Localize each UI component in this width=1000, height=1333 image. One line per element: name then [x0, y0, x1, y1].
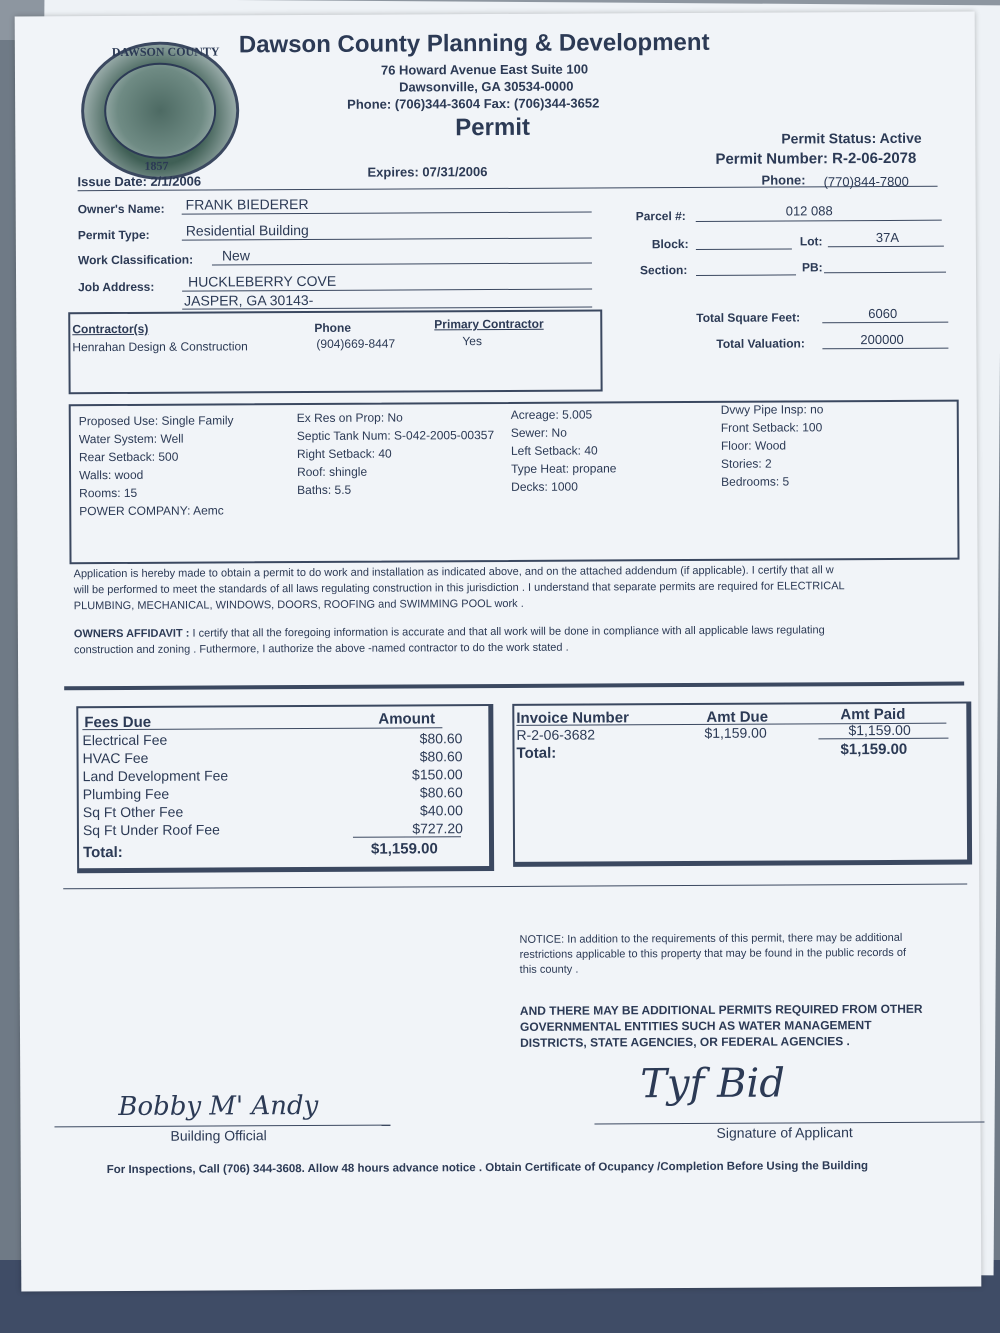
detail-item: Bedrooms: 5	[721, 474, 790, 489]
additional-permits-line-3: DISTRICTS, STATE AGENCIES, OR FEDERAL AGENCIES .	[520, 1034, 850, 1050]
invoice-number-header: Invoice Number	[516, 709, 629, 727]
fee-row	[83, 766, 463, 786]
inspection-footer: For Inspections, Call (706) 344-3608. Allow 48 hours advance notice . Obtain Certificate of Ocupancy /Completion Before Using the Building	[106, 1160, 869, 1177]
agency-address-line2: Dawsonville, GA 30534-0000	[399, 78, 574, 95]
fee-row	[83, 784, 463, 804]
fees-amount-header: Amount	[378, 710, 436, 728]
fee-amount: $80.60	[419, 730, 463, 747]
notice-section-rule	[63, 884, 967, 890]
total-valuation-label: Total Valuation:	[716, 336, 805, 351]
fee-amount: $80.60	[419, 784, 463, 801]
parcel-label: Parcel #:	[635, 209, 686, 224]
invoice-total-value: $1,159.00	[840, 740, 908, 759]
building-official-signature: Bobby M' Andy	[118, 1090, 319, 1122]
agency-name: Dawson County Planning & Development	[238, 28, 710, 59]
detail-item: Sewer: No	[510, 425, 567, 440]
building-official-label: Building Official	[170, 1127, 267, 1144]
document-title: Permit	[455, 113, 531, 142]
detail-item: Walls: wood	[79, 467, 144, 483]
detail-item: Front Setback: 100	[720, 420, 823, 435]
affidavit-line-2: construction and zoning . Futhermore, I authorize the above -named contractor to do the work stated .	[73, 641, 569, 657]
total-square-feet-value: 6060	[868, 305, 898, 322]
additional-permits-line-1: AND THERE MAY BE ADDITIONAL PERMITS REQUIRED FROM OTHER	[519, 1001, 923, 1018]
fee-name: Electrical Fee	[82, 731, 168, 749]
pb-label: PB:	[801, 260, 823, 275]
parcel-line	[696, 220, 942, 222]
affidavit-line-1: I certify that all the foregoing information is accurate and that all work will be done in compliance with all applicable laws regulating	[189, 624, 825, 640]
detail-item: Floor: Wood	[720, 438, 787, 453]
detail-item: Decks: 1000	[511, 479, 578, 494]
detail-item: Dvwy Pipe Insp: no	[720, 402, 824, 417]
invoice-amount-paid: $1,159.00	[848, 721, 911, 739]
application-line-1: Application is hereby made to obtain a permit to do work and installation as indicated above, and on the attached addendum (if applicable). I certify that all w	[73, 564, 834, 581]
fee-row	[83, 748, 463, 768]
detail-item: Type Heat: propane	[511, 461, 617, 476]
invoice-number: R-2-06-3682	[516, 726, 596, 743]
section-label: Section:	[639, 263, 688, 278]
county-seal	[81, 41, 240, 180]
detail-item: Roof: shingle	[297, 464, 368, 480]
fee-name: Sq Ft Other Fee	[82, 803, 184, 821]
agency-contact: Phone: (706)344-3604 Fax: (706)344-3652	[347, 95, 600, 112]
issue-date: Issue Date: 2/1/2006	[77, 173, 202, 190]
lot-label: Lot:	[799, 234, 823, 249]
fee-name: Land Development Fee	[82, 767, 229, 785]
fee-row	[82, 730, 462, 750]
detail-item: Rear Setback: 500	[78, 449, 179, 465]
section-line	[696, 274, 796, 276]
primary-contractor-header: Primary Contractor	[434, 316, 544, 332]
owners-affidavit	[74, 624, 825, 640]
parcel-value: 012 088	[785, 203, 833, 219]
fees-total-value: $1,159.00	[370, 840, 438, 858]
phone-value: (770)844-7800	[823, 173, 909, 190]
permit-type-value: Residential Building	[185, 221, 309, 239]
notice-line-3: this county .	[519, 963, 579, 976]
affidavit-label: OWNERS AFFIDAVIT :	[73, 627, 190, 641]
job-address-line2: JASPER, GA 30143-	[184, 291, 314, 309]
work-classification-value: New	[221, 247, 250, 264]
detail-item: Water System: Well	[78, 431, 184, 447]
total-square-feet-label: Total Square Feet:	[696, 310, 801, 325]
permit-document	[15, 11, 982, 1291]
block-line	[696, 248, 792, 250]
fee-row	[83, 802, 463, 822]
applicant-signature-label: Signature of Applicant	[716, 1124, 853, 1141]
permit-status: Permit Status: Active	[781, 129, 922, 147]
permit-number: Permit Number: R-2-06-2078	[715, 149, 917, 168]
detail-item: Left Setback: 40	[510, 443, 598, 458]
additional-permits-line-2: GOVERNMENTAL ENTITIES SUCH AS WATER MANAGEMENT	[519, 1018, 872, 1034]
fee-name: Sq Ft Under Roof Fee	[82, 821, 220, 839]
detail-item: Septic Tank Num: S-042-2005-00357	[296, 428, 495, 444]
fee-amount: $727.20	[412, 820, 463, 837]
work-classification-line	[212, 263, 592, 266]
fee-name: Plumbing Fee	[82, 785, 170, 803]
applicant-signature: Tyf Bid	[640, 1060, 785, 1108]
contractor-name: Henrahan Design & Construction	[72, 339, 248, 355]
lot-line	[828, 246, 944, 248]
detail-item: Acreage: 5.005	[510, 407, 593, 422]
pb-line	[824, 272, 946, 274]
fees-section-rule	[64, 682, 964, 691]
permit-type-label: Permit Type:	[77, 227, 150, 243]
seal-year: 1857	[144, 158, 169, 173]
total-square-feet-line	[822, 322, 948, 324]
detail-item: Rooms: 15	[79, 485, 138, 501]
contractor-phone: (904)669-8447	[316, 336, 396, 351]
detail-item: Right Setback: 40	[296, 446, 392, 462]
detail-item: Proposed Use: Single Family	[78, 413, 234, 429]
job-address-label: Job Address:	[78, 279, 155, 295]
notice-line-1: NOTICE: In addition to the requirements of this permit, there may be additional	[519, 931, 903, 946]
invoice-amount-due: $1,159.00	[704, 724, 767, 741]
contractor-phone-header: Phone	[314, 320, 352, 335]
phone-label: Phone:	[761, 172, 806, 188]
fee-amount: $40.00	[419, 802, 463, 819]
fees-due-header: Fees Due	[84, 713, 152, 732]
application-line-2: will be performed to meet the standards of all laws regulating construction in this jurisdiction . I understand that separate permits are required for ELECTRICAL	[73, 580, 845, 597]
owner-name-label: Owner's Name:	[77, 201, 165, 217]
contractor-column-header: Contractor(s)	[72, 321, 149, 337]
fee-name: HVAC Fee	[82, 749, 149, 767]
contractor-primary: Yes	[462, 334, 482, 349]
fees-total-label: Total:	[83, 843, 123, 862]
agency-address-line1: 76 Howard Avenue East Suite 100	[380, 61, 589, 78]
lot-value: 37A	[875, 229, 900, 246]
job-address-line1: HUCKLEBERRY COVE	[188, 272, 337, 290]
block-label: Block:	[651, 236, 689, 252]
seal-top-text: DAWSON COUNTY	[111, 44, 220, 60]
invoice-total-label: Total:	[516, 744, 557, 762]
fee-amount: $80.60	[419, 748, 463, 765]
expiration-date: Expires: 07/31/2006	[367, 164, 488, 180]
fee-amount: $150.00	[411, 766, 463, 783]
work-classification-label: Work Classification:	[77, 252, 194, 268]
detail-item: Baths: 5.5	[297, 482, 352, 498]
owner-name-value: FRANK BIEDERER	[185, 195, 309, 213]
detail-item: Ex Res on Prop: No	[296, 410, 403, 426]
detail-item: POWER COMPANY: Aemc	[79, 503, 224, 519]
header-rule	[78, 186, 938, 192]
seal-emblem	[104, 62, 217, 159]
total-valuation-value: 200000	[860, 331, 904, 348]
notice-line-2: restrictions applicable to this property that may be found in the public records of	[519, 946, 907, 961]
amount-due-header: Amt Due	[706, 708, 769, 726]
detail-item: Stories: 2	[720, 456, 772, 471]
amount-paid-header: Amt Paid	[840, 705, 906, 724]
total-valuation-line	[822, 348, 948, 350]
application-line-3: PLUMBING, MECHANICAL, WINDOWS, DOORS, ROOFING and SWIMMING POOL work .	[73, 597, 524, 613]
